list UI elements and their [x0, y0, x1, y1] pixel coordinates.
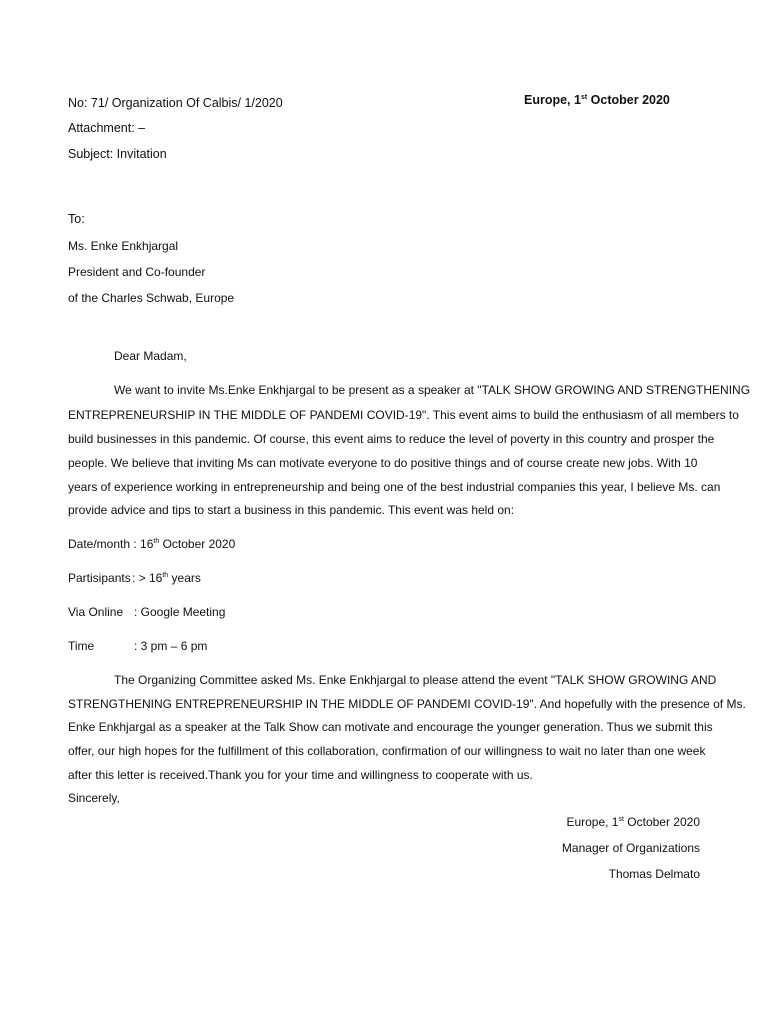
subject-line: Subject: Invitation: [68, 147, 167, 161]
participants-value: : > 16th years: [132, 571, 201, 585]
paragraph-1-line: ENTREPRENEURSHIP IN THE MIDDLE OF PANDEMI COVID-19". This event aims to build the enthusiasm of all members to: [68, 408, 739, 422]
greeting: Dear Madam,: [114, 349, 187, 363]
paragraph-2-line: after this letter is received.Thank you for your time and willingness to cooperate with us.: [68, 768, 533, 782]
recipient-to: To:: [68, 212, 85, 226]
paragraph-1-line: people. We believe that inviting Ms can motivate everyone to do positive things and of course create new jobs. With 10: [68, 456, 698, 470]
letter-date: Europe, 1st October 2020: [524, 93, 670, 107]
paragraph-2-line: offer, our high hopes for the fulfillment of this collaboration, confirmation of our willingness to wait no later than one week: [68, 744, 706, 758]
attachment-line: Attachment: –: [68, 121, 146, 135]
online-label: Via Online: [68, 605, 124, 619]
recipient-name: Ms. Enke Enkhjargal: [68, 239, 179, 253]
event-date: Date/month : 16th October 2020: [68, 537, 236, 551]
recipient-org: of the Charles Schwab, Europe: [68, 291, 235, 305]
signature-name: Thomas Delmato: [608, 867, 700, 881]
paragraph-2-line: STRENGTHENING ENTREPRENEURSHIP IN THE MIDDLE OF PANDEMI COVID-19". And hopefully with the presence of Ms.: [68, 697, 746, 711]
letter-number: No: 71/ Organization Of Calbis/ 1/2020: [68, 96, 283, 110]
signature-position: Manager of Organizations: [561, 841, 700, 855]
signature-date: Europe, 1st October 2020: [566, 815, 700, 829]
paragraph-1-line: provide advice and tips to start a business in this pandemic. This event was held on:: [68, 503, 515, 517]
closing: Sincerely,: [68, 791, 120, 805]
paragraph-1-line: We want to invite Ms.Enke Enkhjargal to be present as a speaker at "TALK SHOW GROWING AND STRENGTHENING: [114, 383, 751, 397]
paragraph-2-line: The Organizing Committee asked Ms. Enke Enkhjargal to please attend the event "TALK SHOW GROWING AND: [114, 673, 717, 687]
paragraph-2-line: Enke Enkhjargal as a speaker at the Talk Show can motivate and encourage the younger generation. Thus we submit this: [68, 720, 713, 734]
participants-label: Partisipants: [68, 571, 131, 585]
recipient-title: President and Co-founder: [68, 265, 206, 279]
paragraph-1-line: years of experience working in entrepreneurship and being one of the best industrial companies this year, I believe Ms. can: [68, 480, 721, 494]
paragraph-1-line: build businesses in this pandemic. Of course, this event aims to reduce the level of poverty in this country and prosper the: [68, 432, 715, 446]
time-value: : 3 pm – 6 pm: [134, 639, 208, 653]
time-label: Time: [68, 639, 95, 653]
online-value: : Google Meeting: [134, 605, 226, 619]
